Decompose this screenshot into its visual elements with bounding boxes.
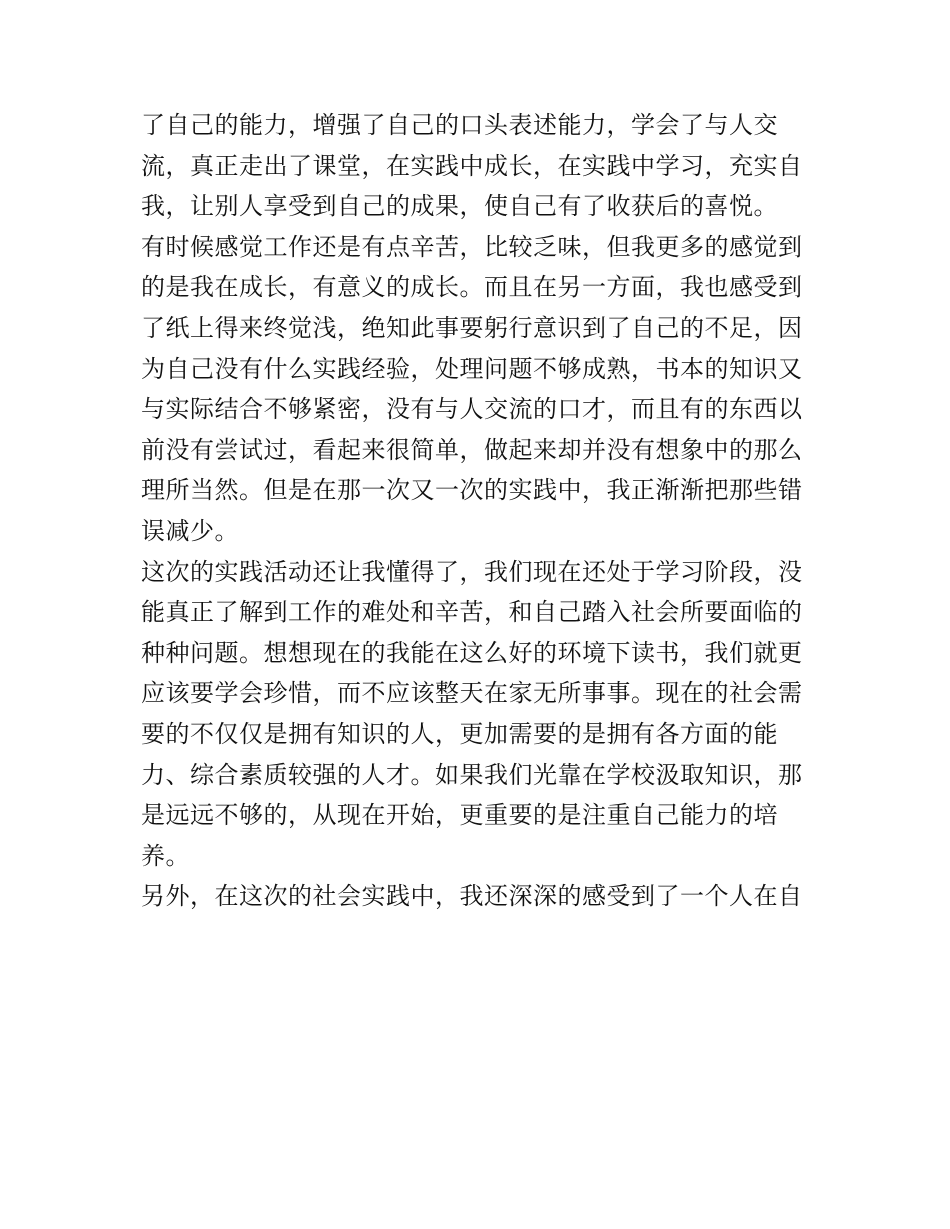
text-line: 能真正了解到工作的难处和辛苦，和自己踏入社会所要面临的 [141,598,803,627]
text-line: 种种问题。想想现在的我能在这么好的环境下读书，我们就更 [141,638,803,667]
text-line: 另外，在这次的社会实践中，我还深深的感受到了一个人在自 [141,882,803,911]
text-line: 流，真正走出了课堂，在实践中成长，在实践中学习，充实自 [141,151,803,180]
text-line: 为自己没有什么实践经验，处理问题不够成熟，书本的知识又 [141,354,803,383]
text-line: 了纸上得来终觉浅，绝知此事要躬行意识到了自己的不足，因 [141,313,803,342]
text-line: 了自己的能力，增强了自己的口头表述能力，学会了与人交 [141,111,778,139]
text-line: 力、综合素质较强的人才。如果我们光靠在学校汲取知识，那 [141,760,803,789]
body-text [141,105,813,917]
text-line: 理所当然。但是在那一次又一次的实践中，我正渐渐把那些错 [141,476,803,505]
text-line: 要的不仅仅是拥有知识的人，更加需要的是拥有各方面的能 [141,719,778,748]
text-line: 有时候感觉工作还是有点辛苦，比较乏味，但我更多的感觉到 [141,232,803,261]
text-line: 应该要学会珍惜，而不应该整天在家无所事事。现在的社会需 [141,679,803,708]
text-line: 的是我在成长，有意义的成长。而且在另一方面，我也感受到 [141,273,803,302]
text-line: 前没有尝试过，看起来很简单，做起来却并没有想象中的那么 [141,435,803,464]
text-line: 养。 [141,841,190,870]
text-line: 我，让别人享受到自己的成果，使自己有了收获后的喜悦。 [141,192,778,221]
text-line: 这次的实践活动还让我懂得了，我们现在还处于学习阶段，没 [141,557,803,586]
text-line: 是远远不够的，从现在开始，更重要的是注重自己能力的培 [141,801,778,830]
text-line: 误减少。 [141,516,239,545]
text-line: 与实际结合不够紧密，没有与人交流的口才，而且有的东西以 [141,395,803,424]
